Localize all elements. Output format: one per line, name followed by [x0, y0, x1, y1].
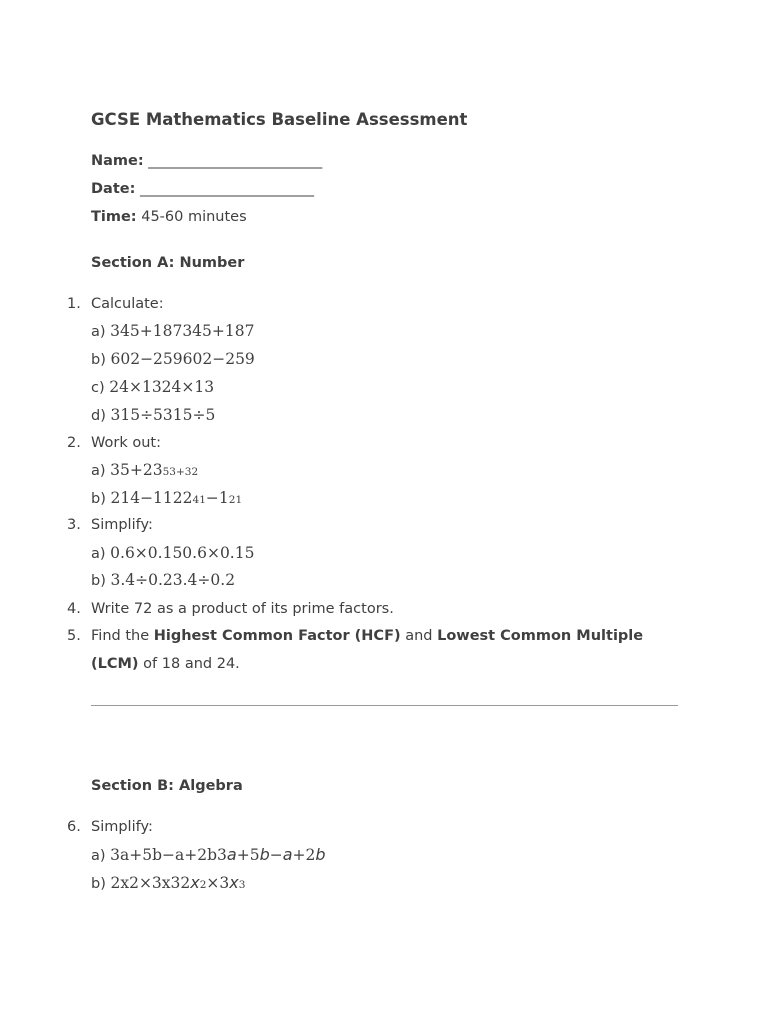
- math-expression: [110, 489, 242, 507]
- part-label: b): [91, 876, 106, 892]
- math-expression: 0.6×0.150.6×0.15: [110, 544, 255, 562]
- operator: −1: [205, 489, 229, 507]
- question-prompt: Simplify:: [91, 819, 153, 835]
- operator: +: [175, 466, 185, 478]
- section-divider: [91, 705, 678, 706]
- question-number: 6.: [67, 819, 81, 835]
- question-prompt: Work out:: [91, 435, 161, 451]
- question-prompt: Calculate:: [91, 296, 164, 312]
- operator: +5: [236, 846, 260, 864]
- fraction-denominator: 3: [169, 466, 176, 478]
- name-blank: ________________________: [148, 153, 323, 169]
- math-expression: [110, 874, 245, 892]
- section-a-title: Section A: Number: [91, 255, 245, 271]
- part-label: a): [91, 463, 106, 479]
- part-label: c): [91, 380, 105, 396]
- time-field: [91, 209, 247, 225]
- math-expression: [110, 846, 325, 864]
- date-label: Date:: [91, 181, 136, 197]
- math-expression: 602−259602−259: [110, 350, 255, 368]
- text-run: and: [400, 628, 438, 644]
- date-blank: ________________________: [140, 181, 314, 197]
- fraction-denominator: 1: [235, 494, 243, 506]
- part-label: b): [91, 352, 106, 368]
- date-field: [91, 181, 314, 197]
- part-label: a): [91, 848, 106, 864]
- math-text: 2x2×3x32: [110, 874, 191, 892]
- operator: −: [269, 846, 283, 864]
- question-number: 2.: [67, 435, 81, 451]
- text-run: of 18 and 24.: [138, 656, 240, 672]
- variable: b: [259, 845, 270, 864]
- section-b-title: Section B: Algebra: [91, 778, 243, 794]
- fraction-numerator: 4: [192, 494, 200, 506]
- variable: a: [226, 845, 237, 864]
- question-3-part-b: [91, 571, 235, 589]
- question-number: 1.: [67, 296, 81, 312]
- variable: a: [282, 845, 293, 864]
- question-number: 4.: [67, 601, 81, 617]
- part-label: b): [91, 491, 106, 507]
- name-label: Name:: [91, 153, 144, 169]
- math-text: 3a+5b−a+2b3: [110, 846, 227, 864]
- operator: +2: [292, 846, 316, 864]
- question-6-part-a: [91, 845, 326, 864]
- operator: ×3: [206, 874, 230, 892]
- variable: x: [229, 873, 239, 892]
- question-2-part-b: [91, 489, 242, 507]
- question-number: 3.: [67, 517, 81, 533]
- part-label: a): [91, 324, 106, 340]
- question-6-part-b: [91, 873, 245, 892]
- time-value: 45-60 minutes: [141, 209, 247, 225]
- question-1-part-d: [91, 406, 215, 424]
- question-number: 5.: [67, 628, 81, 644]
- math-expression: 24×1324×13: [109, 378, 215, 396]
- text-run: Find the: [91, 628, 154, 644]
- question-5-line-2: [91, 656, 240, 672]
- time-label: Time:: [91, 209, 137, 225]
- math-text: 214−1122: [110, 489, 193, 507]
- part-label: a): [91, 546, 106, 562]
- fraction-denominator: 1: [199, 494, 206, 506]
- fraction-numerator: 3: [184, 466, 192, 478]
- exponent: 2: [199, 879, 207, 891]
- part-label: b): [91, 573, 106, 589]
- exponent: 3: [238, 879, 246, 891]
- part-label: d): [91, 408, 106, 424]
- variable: b: [315, 845, 326, 864]
- question-prompt: Simplify:: [91, 517, 153, 533]
- math-text: 35+23: [110, 461, 163, 479]
- fraction-numerator: 5: [162, 466, 170, 478]
- hcf-term: Highest Common Factor (HCF): [153, 628, 401, 644]
- question-1-part-a: [91, 322, 254, 340]
- document-title: GCSE Mathematics Baseline Assessment: [91, 110, 468, 129]
- question-1-part-b: [91, 350, 255, 368]
- question-1-part-c: [91, 378, 214, 396]
- name-field: [91, 153, 322, 169]
- math-expression: 315÷5315÷5: [110, 406, 216, 424]
- question-2-part-a: [91, 461, 198, 479]
- variable: x: [190, 873, 200, 892]
- question-3-part-a: [91, 544, 254, 562]
- math-expression: [110, 461, 198, 479]
- math-expression: 345+187345+187: [110, 322, 255, 340]
- math-expression: 3.4÷0.23.4÷0.2: [110, 571, 236, 589]
- fraction-denominator: 2: [191, 466, 199, 478]
- lcm-term: Lowest Common Multiple: [437, 628, 644, 644]
- lcm-abbrev: (LCM): [91, 656, 139, 672]
- question-text: Write 72 as a product of its prime factors.: [91, 601, 394, 617]
- question-text-line-1: [91, 628, 643, 644]
- fraction-numerator: 2: [228, 494, 236, 506]
